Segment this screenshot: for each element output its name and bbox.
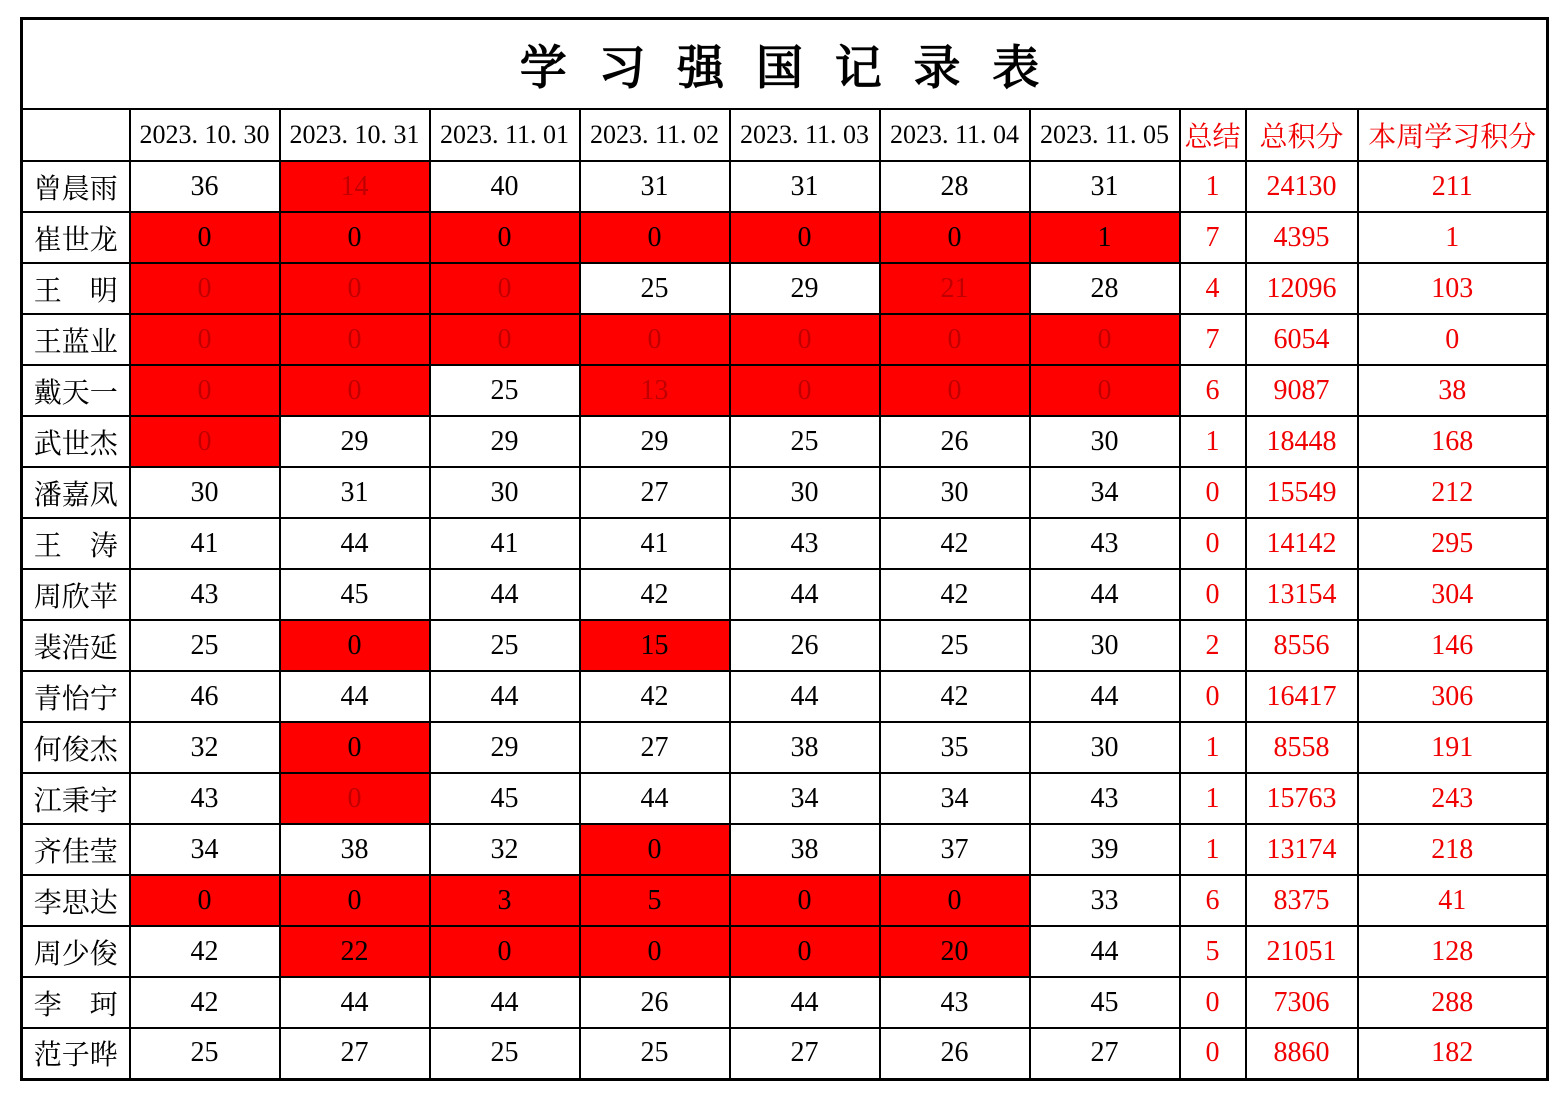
daily-score-cell: 29: [280, 416, 430, 467]
daily-score-cell: 25: [880, 620, 1030, 671]
week-points-value: 218: [1358, 824, 1548, 875]
date-column-header: 2023. 11. 05: [1030, 109, 1180, 161]
summary-value: 7: [1180, 314, 1246, 365]
total-points-value: 8558: [1246, 722, 1358, 773]
table-row: [22, 314, 1548, 365]
daily-score-cell: 44: [430, 977, 580, 1028]
daily-score-cell: 0: [430, 314, 580, 365]
daily-score-cell: 26: [730, 620, 880, 671]
person-name: 周少俊: [22, 926, 130, 977]
daily-score-cell: 0: [730, 314, 880, 365]
total-points-value: 7306: [1246, 977, 1358, 1028]
daily-score-cell: 45: [430, 773, 580, 824]
summary-value: 1: [1180, 722, 1246, 773]
daily-score-cell: 44: [280, 977, 430, 1028]
summary-value: 0: [1180, 518, 1246, 569]
daily-score-cell: 5: [580, 875, 730, 926]
table-row: [22, 263, 1548, 314]
total-points-value: 8860: [1246, 1028, 1358, 1079]
total-points-value: 21051: [1246, 926, 1358, 977]
summary-value: 0: [1180, 1028, 1246, 1079]
daily-score-cell: 0: [730, 926, 880, 977]
daily-score-cell: 44: [1030, 569, 1180, 620]
daily-score-cell: 27: [280, 1028, 430, 1079]
table-row: [22, 926, 1548, 977]
daily-score-cell: 30: [1030, 722, 1180, 773]
daily-score-cell: 43: [880, 977, 1030, 1028]
table-row: [22, 875, 1548, 926]
week-points-value: 211: [1358, 161, 1548, 212]
daily-score-cell: 32: [430, 824, 580, 875]
page-title: 学 习 强 国 记 录 表: [22, 19, 1548, 110]
total-points-value: 4395: [1246, 212, 1358, 263]
daily-score-cell: 45: [1030, 977, 1180, 1028]
summary-value: 1: [1180, 416, 1246, 467]
daily-score-cell: 34: [730, 773, 880, 824]
daily-score-cell: 37: [880, 824, 1030, 875]
person-name: 王 涛: [22, 518, 130, 569]
table-row: [22, 212, 1548, 263]
week-points-value: 304: [1358, 569, 1548, 620]
person-name: 戴天一: [22, 365, 130, 416]
daily-score-cell: 34: [880, 773, 1030, 824]
table-row: [22, 620, 1548, 671]
summary-value: 2: [1180, 620, 1246, 671]
table-row: [22, 671, 1548, 722]
daily-score-cell: 0: [580, 212, 730, 263]
daily-score-cell: 27: [1030, 1028, 1180, 1079]
daily-score-cell: 25: [730, 416, 880, 467]
summary-value: 0: [1180, 671, 1246, 722]
week-points-value: 243: [1358, 773, 1548, 824]
daily-score-cell: 31: [1030, 161, 1180, 212]
daily-score-cell: 22: [280, 926, 430, 977]
summary-value: 0: [1180, 977, 1246, 1028]
daily-score-cell: 26: [580, 977, 730, 1028]
daily-score-cell: 14: [280, 161, 430, 212]
daily-score-cell: 44: [280, 671, 430, 722]
daily-score-cell: 26: [880, 416, 1030, 467]
daily-score-cell: 40: [430, 161, 580, 212]
summary-value: 0: [1180, 467, 1246, 518]
date-column-header: 2023. 10. 31: [280, 109, 430, 161]
daily-score-cell: 21: [880, 263, 1030, 314]
daily-score-cell: 3: [430, 875, 580, 926]
total-points-value: 16417: [1246, 671, 1358, 722]
total-points-column-header: 总积分: [1246, 109, 1358, 161]
week-points-value: 295: [1358, 518, 1548, 569]
daily-score-cell: 27: [580, 722, 730, 773]
daily-score-cell: 30: [730, 467, 880, 518]
daily-score-cell: 0: [730, 365, 880, 416]
daily-score-cell: 43: [1030, 518, 1180, 569]
daily-score-cell: 34: [1030, 467, 1180, 518]
daily-score-cell: 0: [880, 314, 1030, 365]
daily-score-cell: 43: [130, 569, 280, 620]
summary-value: 6: [1180, 365, 1246, 416]
daily-score-cell: 42: [130, 926, 280, 977]
daily-score-cell: 0: [430, 926, 580, 977]
title-row: [22, 19, 1548, 110]
daily-score-cell: 0: [280, 314, 430, 365]
daily-score-cell: 0: [280, 365, 430, 416]
total-points-value: 9087: [1246, 365, 1358, 416]
daily-score-cell: 25: [580, 1028, 730, 1079]
week-points-value: 41: [1358, 875, 1548, 926]
person-name: 潘嘉凤: [22, 467, 130, 518]
daily-score-cell: 0: [580, 314, 730, 365]
daily-score-cell: 43: [730, 518, 880, 569]
daily-score-cell: 34: [130, 824, 280, 875]
daily-score-cell: 27: [580, 467, 730, 518]
daily-score-cell: 42: [130, 977, 280, 1028]
person-name: 曾晨雨: [22, 161, 130, 212]
daily-score-cell: 25: [430, 620, 580, 671]
daily-score-cell: 25: [130, 620, 280, 671]
daily-score-cell: 30: [880, 467, 1030, 518]
daily-score-cell: 0: [280, 875, 430, 926]
daily-score-cell: 0: [430, 263, 580, 314]
daily-score-cell: 45: [280, 569, 430, 620]
daily-score-cell: 25: [430, 1028, 580, 1079]
header-row: [22, 109, 1548, 161]
summary-value: 1: [1180, 161, 1246, 212]
week-points-value: 0: [1358, 314, 1548, 365]
daily-score-cell: 0: [580, 824, 730, 875]
daily-score-cell: 28: [1030, 263, 1180, 314]
date-column-header: 2023. 11. 03: [730, 109, 880, 161]
daily-score-cell: 0: [580, 926, 730, 977]
total-points-value: 12096: [1246, 263, 1358, 314]
daily-score-cell: 35: [880, 722, 1030, 773]
table-row: [22, 722, 1548, 773]
daily-score-cell: 44: [280, 518, 430, 569]
date-column-header: 2023. 11. 02: [580, 109, 730, 161]
daily-score-cell: 44: [580, 773, 730, 824]
daily-score-cell: 38: [280, 824, 430, 875]
date-column-header: 2023. 11. 04: [880, 109, 1030, 161]
daily-score-cell: 0: [130, 416, 280, 467]
daily-score-cell: 0: [130, 314, 280, 365]
daily-score-cell: 30: [1030, 620, 1180, 671]
daily-score-cell: 41: [130, 518, 280, 569]
daily-score-cell: 38: [730, 824, 880, 875]
daily-score-cell: 0: [130, 365, 280, 416]
person-name: 李 珂: [22, 977, 130, 1028]
week-points-value: 128: [1358, 926, 1548, 977]
daily-score-cell: 30: [130, 467, 280, 518]
daily-score-cell: 44: [730, 977, 880, 1028]
daily-score-cell: 0: [280, 212, 430, 263]
total-points-value: 13154: [1246, 569, 1358, 620]
daily-score-cell: 20: [880, 926, 1030, 977]
total-points-value: 15549: [1246, 467, 1358, 518]
daily-score-cell: 0: [280, 722, 430, 773]
daily-score-cell: 0: [130, 212, 280, 263]
daily-score-cell: 0: [130, 263, 280, 314]
total-points-value: 13174: [1246, 824, 1358, 875]
table-row: [22, 518, 1548, 569]
daily-score-cell: 27: [730, 1028, 880, 1079]
daily-score-cell: 43: [130, 773, 280, 824]
daily-score-cell: 0: [730, 875, 880, 926]
daily-score-cell: 39: [1030, 824, 1180, 875]
daily-score-cell: 31: [280, 467, 430, 518]
record-table: [20, 17, 1549, 1081]
daily-score-cell: 28: [880, 161, 1030, 212]
daily-score-cell: 0: [280, 773, 430, 824]
daily-score-cell: 0: [1030, 365, 1180, 416]
daily-score-cell: 44: [730, 569, 880, 620]
summary-value: 1: [1180, 773, 1246, 824]
daily-score-cell: 0: [1030, 314, 1180, 365]
table-row: [22, 824, 1548, 875]
summary-value: 0: [1180, 569, 1246, 620]
table-row: [22, 467, 1548, 518]
date-column-header: 2023. 10. 30: [130, 109, 280, 161]
summary-value: 1: [1180, 824, 1246, 875]
daily-score-cell: 25: [130, 1028, 280, 1079]
table-row: [22, 569, 1548, 620]
daily-score-cell: 43: [1030, 773, 1180, 824]
week-points-value: 306: [1358, 671, 1548, 722]
daily-score-cell: 25: [580, 263, 730, 314]
daily-score-cell: 29: [580, 416, 730, 467]
daily-score-cell: 0: [880, 365, 1030, 416]
total-points-value: 14142: [1246, 518, 1358, 569]
week-points-value: 182: [1358, 1028, 1548, 1079]
daily-score-cell: 0: [880, 212, 1030, 263]
daily-score-cell: 13: [580, 365, 730, 416]
daily-score-cell: 42: [580, 671, 730, 722]
person-name: 武世杰: [22, 416, 130, 467]
person-name: 齐佳莹: [22, 824, 130, 875]
summary-value: 7: [1180, 212, 1246, 263]
daily-score-cell: 44: [730, 671, 880, 722]
daily-score-cell: 46: [130, 671, 280, 722]
daily-score-cell: 15: [580, 620, 730, 671]
week-points-value: 38: [1358, 365, 1548, 416]
table-row: [22, 161, 1548, 212]
table-row: [22, 977, 1548, 1028]
daily-score-cell: 0: [880, 875, 1030, 926]
summary-column-header: 总结: [1180, 109, 1246, 161]
table-row: [22, 365, 1548, 416]
total-points-value: 8556: [1246, 620, 1358, 671]
daily-score-cell: 42: [880, 569, 1030, 620]
summary-value: 6: [1180, 875, 1246, 926]
daily-score-cell: 29: [430, 416, 580, 467]
summary-value: 4: [1180, 263, 1246, 314]
daily-score-cell: 0: [730, 212, 880, 263]
daily-score-cell: 0: [130, 875, 280, 926]
week-points-value: 103: [1358, 263, 1548, 314]
person-name: 裴浩延: [22, 620, 130, 671]
daily-score-cell: 31: [730, 161, 880, 212]
table-body: [22, 161, 1548, 1079]
daily-score-cell: 44: [1030, 671, 1180, 722]
total-points-value: 6054: [1246, 314, 1358, 365]
daily-score-cell: 44: [430, 671, 580, 722]
person-name: 周欣苹: [22, 569, 130, 620]
week-points-value: 146: [1358, 620, 1548, 671]
table-row: [22, 416, 1548, 467]
summary-value: 5: [1180, 926, 1246, 977]
week-points-value: 288: [1358, 977, 1548, 1028]
week-points-value: 1: [1358, 212, 1548, 263]
person-name: 崔世龙: [22, 212, 130, 263]
daily-score-cell: 30: [1030, 416, 1180, 467]
daily-score-cell: 30: [430, 467, 580, 518]
total-points-value: 24130: [1246, 161, 1358, 212]
total-points-value: 18448: [1246, 416, 1358, 467]
daily-score-cell: 41: [430, 518, 580, 569]
person-name: 王 明: [22, 263, 130, 314]
daily-score-cell: 44: [1030, 926, 1180, 977]
daily-score-cell: 36: [130, 161, 280, 212]
daily-score-cell: 44: [430, 569, 580, 620]
daily-score-cell: 26: [880, 1028, 1030, 1079]
daily-score-cell: 29: [430, 722, 580, 773]
table-row: [22, 773, 1548, 824]
date-column-header: 2023. 11. 01: [430, 109, 580, 161]
daily-score-cell: 42: [880, 518, 1030, 569]
daily-score-cell: 33: [1030, 875, 1180, 926]
daily-score-cell: 41: [580, 518, 730, 569]
person-name: 李思达: [22, 875, 130, 926]
week-points-value: 168: [1358, 416, 1548, 467]
total-points-value: 8375: [1246, 875, 1358, 926]
person-name: 青怡宁: [22, 671, 130, 722]
daily-score-cell: 0: [280, 263, 430, 314]
daily-score-cell: 38: [730, 722, 880, 773]
daily-score-cell: 0: [430, 212, 580, 263]
daily-score-cell: 32: [130, 722, 280, 773]
daily-score-cell: 31: [580, 161, 730, 212]
week-points-value: 191: [1358, 722, 1548, 773]
person-name: 江秉宇: [22, 773, 130, 824]
daily-score-cell: 29: [730, 263, 880, 314]
daily-score-cell: 0: [280, 620, 430, 671]
daily-score-cell: 25: [430, 365, 580, 416]
daily-score-cell: 42: [880, 671, 1030, 722]
daily-score-cell: 42: [580, 569, 730, 620]
week-points-column-header: 本周学习积分: [1358, 109, 1548, 161]
daily-score-cell: 1: [1030, 212, 1180, 263]
person-name: 王蓝业: [22, 314, 130, 365]
week-points-value: 212: [1358, 467, 1548, 518]
person-name: 范子晔: [22, 1028, 130, 1079]
name-column-header: [22, 109, 130, 161]
table-row: [22, 1028, 1548, 1079]
person-name: 何俊杰: [22, 722, 130, 773]
total-points-value: 15763: [1246, 773, 1358, 824]
